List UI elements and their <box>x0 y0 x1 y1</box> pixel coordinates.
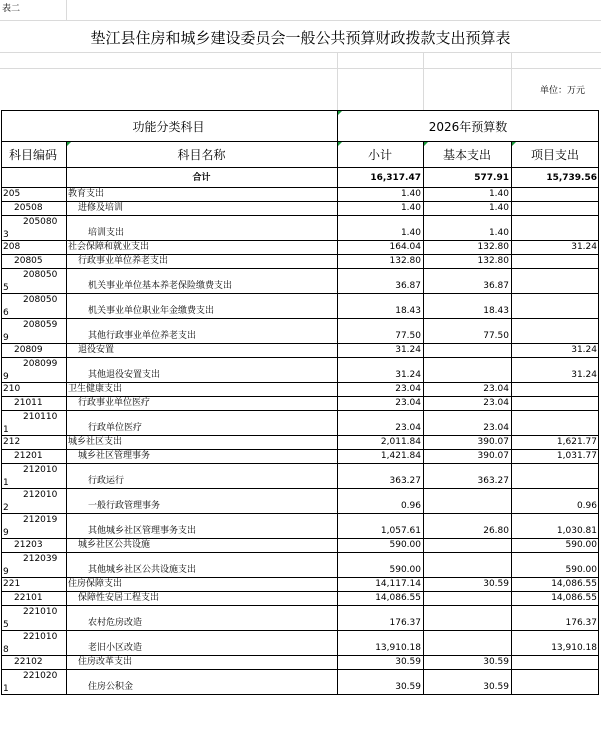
row-name: 退役安置 <box>78 345 115 355</box>
row-name: 行政单位医疗 <box>88 423 143 433</box>
row-code: 212039 <box>23 554 58 564</box>
row-basic: 77.50 <box>483 331 509 341</box>
row-subtotal: 31.24 <box>395 370 421 380</box>
row-subtotal: 590.00 <box>389 565 421 575</box>
row-code: 208050 <box>23 270 58 280</box>
row-code: 212010 <box>23 465 58 475</box>
cell-marker-icon <box>424 142 428 146</box>
row-divider <box>1 357 599 358</box>
row-name: 培训支出 <box>88 228 125 238</box>
header-project: 项目支出 <box>530 148 579 162</box>
row-divider <box>1 591 599 592</box>
row-code: 212 <box>3 437 21 447</box>
row-code: 221010 <box>23 632 58 642</box>
row-code: 20809 <box>14 345 43 355</box>
row-code: 210 <box>3 384 21 394</box>
unit-label: 单位：万元 <box>540 86 586 96</box>
row-name: 城乡社区支出 <box>68 437 123 447</box>
row-subtotal: 23.04 <box>395 423 421 433</box>
table-border <box>1 187 599 188</box>
row-name: 保障性安居工程支出 <box>78 593 160 603</box>
row-code-suffix: 5 <box>3 283 9 293</box>
row-divider <box>1 488 599 489</box>
row-subtotal: 1.40 <box>400 203 421 213</box>
row-basic: 132.80 <box>477 256 509 266</box>
row-code-suffix: 1 <box>3 478 9 488</box>
row-basic: 132.80 <box>477 242 509 252</box>
row-divider <box>1 655 599 656</box>
row-basic: 18.43 <box>483 306 509 316</box>
row-code: 221010 <box>23 607 58 617</box>
row-name: 其他城乡社区公共设施支出 <box>88 565 197 575</box>
row-code-suffix: 9 <box>3 333 9 343</box>
column-divider <box>511 141 512 695</box>
row-project: 31.24 <box>571 370 597 380</box>
row-code-suffix: 8 <box>3 645 9 655</box>
row-code: 208059 <box>23 320 58 330</box>
row-name: 机关事业单位职业年金缴费支出 <box>88 306 215 316</box>
row-basic: 23.04 <box>483 398 509 408</box>
total-basic: 577.91 <box>474 173 509 183</box>
row-divider <box>1 215 599 216</box>
table-border <box>1 110 2 695</box>
row-divider <box>1 343 599 344</box>
row-name: 行政事业单位养老支出 <box>78 256 169 266</box>
row-basic: 1.40 <box>488 189 509 199</box>
row-subtotal: 23.04 <box>395 398 421 408</box>
row-name: 行政运行 <box>88 476 125 486</box>
header-code: 科目编码 <box>8 148 57 162</box>
row-subtotal: 14,086.55 <box>375 593 421 603</box>
table-border <box>1 694 599 695</box>
sheet-gridline <box>511 52 512 110</box>
row-divider <box>1 577 599 578</box>
row-subtotal: 1,421.84 <box>380 451 421 461</box>
row-subtotal: 1.40 <box>400 228 421 238</box>
row-code-suffix: 9 <box>3 528 9 538</box>
sheet-gridline <box>0 20 601 21</box>
row-project: 14,086.55 <box>551 593 597 603</box>
row-divider <box>1 268 599 269</box>
row-subtotal: 1.40 <box>400 189 421 199</box>
row-code: 21203 <box>14 540 43 550</box>
row-code: 208099 <box>23 359 58 369</box>
row-code: 221020 <box>23 671 58 681</box>
row-basic: 30.59 <box>483 657 509 667</box>
row-name: 进修及培训 <box>78 203 124 213</box>
row-name: 住房改革支出 <box>78 657 133 667</box>
row-subtotal: 590.00 <box>389 540 421 550</box>
row-subtotal: 164.04 <box>389 242 421 252</box>
total-label: 合计 <box>192 173 211 183</box>
row-project: 0.96 <box>576 501 597 511</box>
row-divider <box>1 449 599 450</box>
row-divider <box>1 382 599 383</box>
row-code-suffix: 6 <box>3 308 9 318</box>
row-name: 城乡社区公共设施 <box>78 540 151 550</box>
row-project: 590.00 <box>565 565 597 575</box>
row-project: 1,621.77 <box>556 437 597 447</box>
table-border <box>598 110 599 695</box>
row-code-suffix: 3 <box>3 230 9 240</box>
row-divider <box>1 538 599 539</box>
row-code: 20508 <box>14 203 43 213</box>
row-name: 住房公积金 <box>88 682 134 692</box>
row-project: 590.00 <box>565 540 597 550</box>
row-divider <box>1 605 599 606</box>
sheet-gridline <box>337 52 338 110</box>
table-border <box>1 110 599 111</box>
row-code: 22102 <box>14 657 43 667</box>
row-name: 其他行政事业单位养老支出 <box>88 331 197 341</box>
row-divider <box>1 318 599 319</box>
cell-marker-icon <box>338 111 342 115</box>
header-functional-category: 功能分类科目 <box>132 120 205 134</box>
row-basic: 36.87 <box>483 281 509 291</box>
row-code: 212019 <box>23 515 58 525</box>
row-divider <box>1 552 599 553</box>
row-name: 城乡社区管理事务 <box>78 451 151 461</box>
row-divider <box>1 669 599 670</box>
row-subtotal: 363.27 <box>389 476 421 486</box>
row-code: 22101 <box>14 593 43 603</box>
row-basic: 23.04 <box>483 423 509 433</box>
row-subtotal: 14,117.14 <box>375 579 421 589</box>
row-code-suffix: 9 <box>3 567 9 577</box>
row-basic: 26.80 <box>483 526 509 536</box>
row-name: 一般行政管理事务 <box>88 501 161 511</box>
row-code: 208 <box>3 242 21 252</box>
column-divider <box>66 141 67 695</box>
row-subtotal: 31.24 <box>395 345 421 355</box>
row-code: 221 <box>3 579 21 589</box>
row-subtotal: 132.80 <box>389 256 421 266</box>
row-subtotal: 2,011.84 <box>380 437 421 447</box>
row-divider <box>1 240 599 241</box>
row-subtotal: 36.87 <box>395 281 421 291</box>
row-subtotal: 30.59 <box>395 657 421 667</box>
row-basic: 390.07 <box>477 451 509 461</box>
row-basic: 390.07 <box>477 437 509 447</box>
row-basic: 30.59 <box>483 579 509 589</box>
row-code-suffix: 9 <box>3 372 9 382</box>
row-subtotal: 1,057.61 <box>380 526 421 536</box>
row-divider <box>1 630 599 631</box>
row-code: 21201 <box>14 451 43 461</box>
row-project: 31.24 <box>571 242 597 252</box>
row-basic: 30.59 <box>483 682 509 692</box>
row-divider <box>1 463 599 464</box>
page-title: 垫江县住房和城乡建设委员会一般公共预算财政拨款支出预算表 <box>90 29 511 47</box>
row-project: 31.24 <box>571 345 597 355</box>
cell-marker-icon <box>67 142 71 146</box>
row-code: 205080 <box>23 217 58 227</box>
row-code-suffix: 5 <box>3 620 9 630</box>
row-code: 20805 <box>14 256 43 266</box>
row-divider <box>1 396 599 397</box>
sheet-gridline <box>423 52 424 110</box>
header-subtotal: 小计 <box>367 148 392 162</box>
header-name: 科目名称 <box>177 148 226 162</box>
row-name: 其他城乡社区管理事务支出 <box>88 526 197 536</box>
row-subtotal: 13,910.18 <box>375 643 421 653</box>
row-divider <box>1 513 599 514</box>
row-project: 176.37 <box>565 618 597 628</box>
row-subtotal: 77.50 <box>395 331 421 341</box>
sheet-gridline <box>66 0 67 20</box>
row-code: 205 <box>3 189 21 199</box>
row-name: 卫生健康支出 <box>68 384 123 394</box>
table-label: 表二 <box>2 4 21 14</box>
cell-marker-icon <box>512 142 516 146</box>
row-project: 14,086.55 <box>551 579 597 589</box>
row-divider <box>1 435 599 436</box>
row-divider <box>1 254 599 255</box>
row-divider <box>1 410 599 411</box>
row-basic: 23.04 <box>483 384 509 394</box>
row-name: 行政事业单位医疗 <box>78 398 151 408</box>
row-basic: 363.27 <box>477 476 509 486</box>
row-basic: 1.40 <box>488 228 509 238</box>
row-subtotal: 30.59 <box>395 682 421 692</box>
row-project: 1,031.77 <box>556 451 597 461</box>
total-subtotal: 16,317.47 <box>370 173 421 183</box>
row-name: 农村危房改造 <box>88 618 143 628</box>
row-project: 1,030.81 <box>556 526 597 536</box>
row-code: 212010 <box>23 490 58 500</box>
row-project: 13,910.18 <box>551 643 597 653</box>
row-code: 21011 <box>14 398 43 408</box>
row-code: 210110 <box>23 412 58 422</box>
header-basic: 基本支出 <box>442 148 491 162</box>
total-project: 15,739.56 <box>546 173 597 183</box>
table-border <box>1 141 599 142</box>
row-subtotal: 23.04 <box>395 384 421 394</box>
row-name: 住房保障支出 <box>68 579 123 589</box>
row-name: 社会保障和就业支出 <box>68 242 150 252</box>
row-subtotal: 0.96 <box>400 501 421 511</box>
row-subtotal: 18.43 <box>395 306 421 316</box>
cell-marker-icon <box>338 142 342 146</box>
row-code-suffix: 1 <box>3 684 9 694</box>
column-divider <box>423 141 424 695</box>
row-name: 其他退役安置支出 <box>88 370 161 380</box>
row-code-suffix: 1 <box>3 425 9 435</box>
row-code: 208050 <box>23 295 58 305</box>
table-border <box>1 167 599 168</box>
row-name: 机关事业单位基本养老保险缴费支出 <box>88 281 233 291</box>
row-basic: 1.40 <box>488 203 509 213</box>
row-divider <box>1 293 599 294</box>
row-name: 教育支出 <box>68 189 105 199</box>
row-code-suffix: 2 <box>3 503 9 513</box>
row-name: 老旧小区改造 <box>88 643 143 653</box>
header-budget-year: 2026年预算数 <box>428 120 508 134</box>
row-subtotal: 176.37 <box>389 618 421 628</box>
row-divider <box>1 201 599 202</box>
